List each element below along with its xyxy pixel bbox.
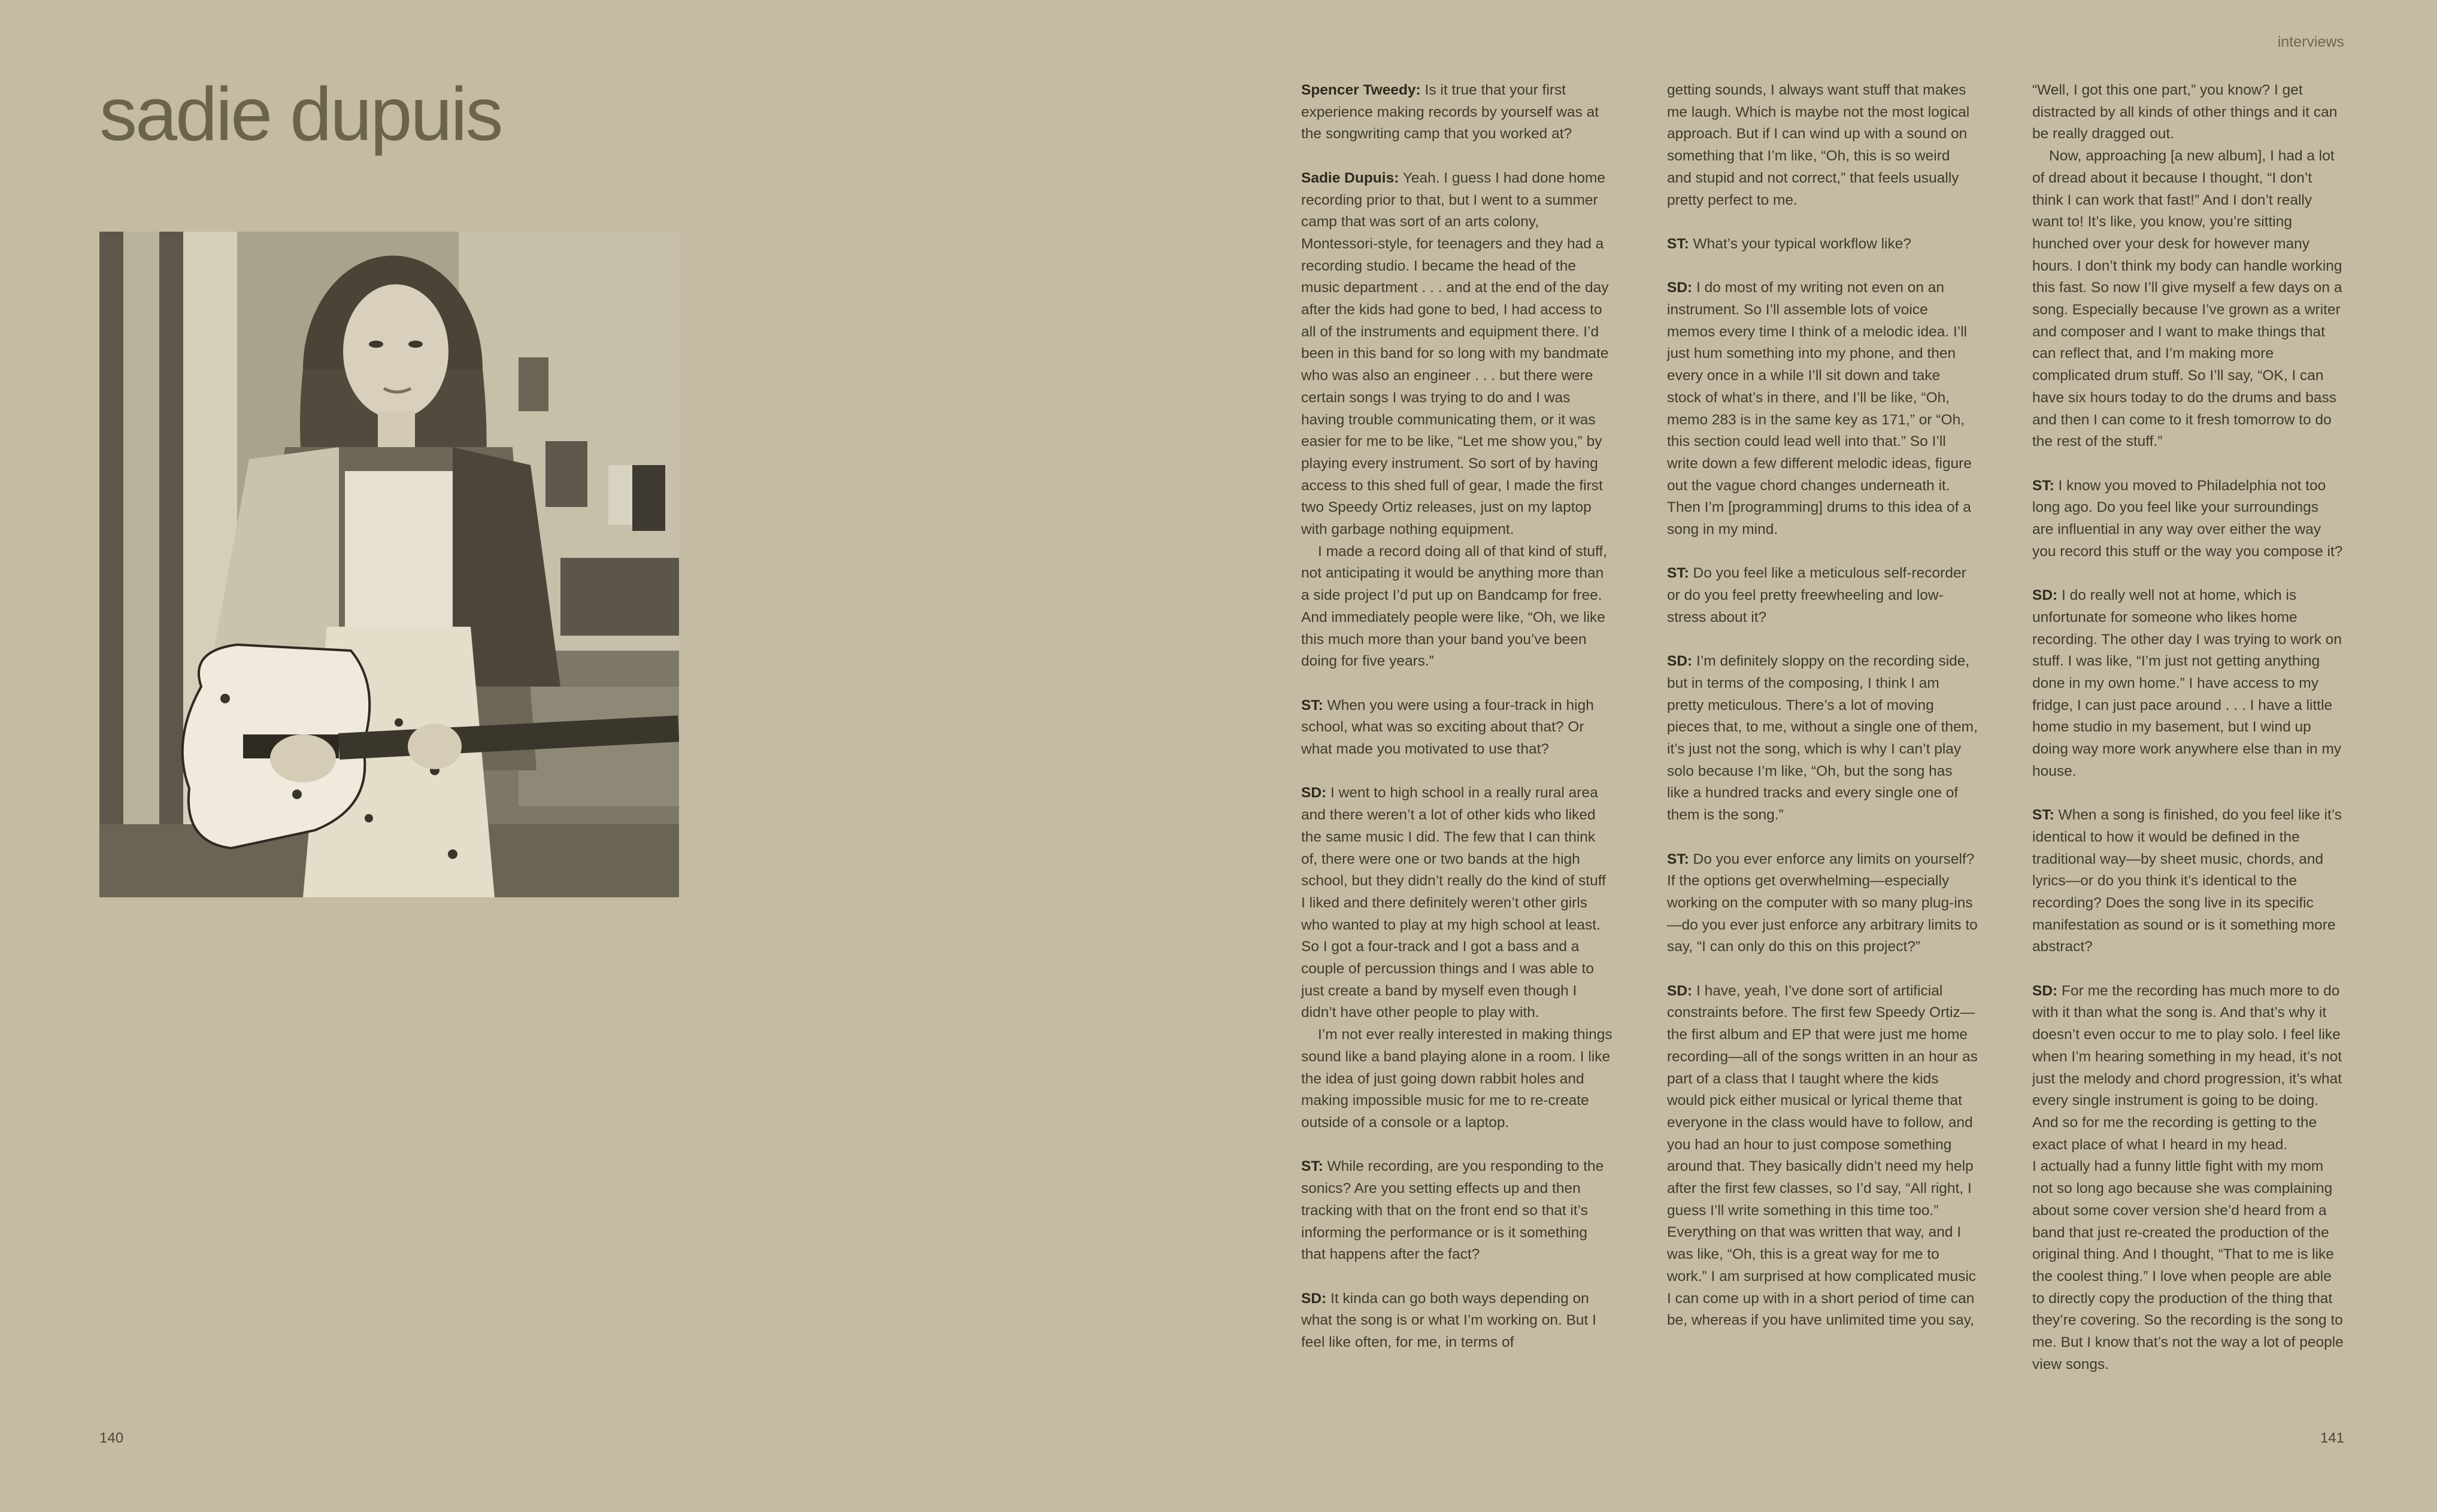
speaker-label: SD: — [1667, 982, 1693, 999]
paragraph — [1667, 980, 1978, 1332]
paragraph — [1301, 1288, 1612, 1354]
paragraph-text: While recording, are you responding to the sonics? Are you setting effects up and then tracking with that on the front end so that it’s informing the performance or is it something that happens after the fact? — [1301, 1158, 1604, 1263]
speaker-label: SD: — [1301, 1290, 1327, 1307]
paragraph — [1667, 849, 1978, 959]
paragraph-text: Is it true that your first experience making records by yourself was at the songwriting camp that you worked at? — [1301, 82, 1599, 142]
column-2 — [1667, 80, 1978, 1332]
speaker-label: SD: — [1301, 785, 1327, 801]
paragraph — [1667, 233, 1978, 256]
paragraph — [2032, 804, 2344, 958]
paragraph — [2032, 475, 2344, 563]
paragraph-text: I’m not ever really interested in making things sound like a band playing alone in a room. I like the idea of just going down rabbit holes and making impossible music for me to re-create outside of a console or a laptop. — [1301, 1027, 1612, 1131]
paragraph — [1301, 168, 1612, 541]
speaker-label: ST: — [2032, 477, 2054, 494]
paragraph-text: It kinda can go both ways depending on what the song is or what I’m working on. But I feel like often, for me, in terms of — [1301, 1290, 1596, 1350]
speaker-label: SD: — [1667, 653, 1693, 670]
paragraph — [1667, 277, 1978, 541]
paragraph-text: I actually had a funny little fight with my mom not so long ago because she was complaining about some cover version she’d heard from a band that just re-created the production of the original thing. And I thought, “That to me is like the coolest thing.” I love when people are able to directly copy the production of the thing that they’re covering. So the recording is the song to me. But I know that’s not the way a lot of people view songs. — [2032, 1158, 2344, 1373]
speaker-label: ST: — [1301, 1158, 1323, 1175]
speaker-label: ST: — [1301, 697, 1323, 714]
paragraph-text: I made a record doing all of that kind of stuff, not anticipating it would be anything more than a side project I’d put up on Bandcamp for free. And immediately people were like, “Oh, we like this much more than your band you’ve been doing for five years.” — [1301, 543, 1608, 670]
column-1 — [1301, 80, 1612, 1354]
paragraph — [1301, 1156, 1612, 1266]
paragraph — [1301, 1024, 1612, 1134]
paragraph-text: I know you moved to Philadelphia not too long ago. Do you feel like your surroundings are influential in any way over either the way you record this stuff or the way you compose it? — [2032, 477, 2343, 560]
speaker-label: ST: — [1667, 565, 1689, 582]
paragraph-text: For me the recording has much more to do with it than what the song is. And that’s why it doesn’t even occur to me to play solo. I feel like when I’m hearing something in my head, it’s not just the melody and chord progression, it’s what every single instrument is going to be doing. And so for me the recording is getting to the exact place of what I heard in my head. — [2032, 982, 2342, 1153]
paragraph — [1301, 541, 1612, 673]
paragraph — [1301, 80, 1612, 145]
section-label: interviews — [2277, 34, 2344, 50]
paragraph-text: I do most of my writing not even on an instrument. So I’ll assemble lots of voice memos every time I think of a melodic idea. I’ll just hum something into my phone, and then every once in a while I’ll sit down and take stock of what’s in there, and I’ll be like, “Oh, memo 283 is in the same key as 171,” or “Oh, this section could lead well into that.” So I’ll write down a few different melodic ideas, figure out the vague chord changes underneath it. Then I’m [programming] drums to this idea of a song in my mind. — [1667, 280, 1972, 538]
paragraph-text: I have, yeah, I’ve done sort of artificial constraints before. The first few Speedy Ortiz—the first album and EP that were just me home recording—all of the songs written in an hour as part of a class that I taught where the kids would pick either musical or lyrical theme that everyone in the class would have to follow, and you had an hour to just compose something around that. They basically didn’t need my help after the first few classes, so I’d say, “All right, I guess I’ll write something in this time too.” Everything on that was written that way, and I was like, “Oh, this is a great way for me to work.” I am surprised at how complicated music I can come up with in a short period of time can be, whereas if you have unlimited time you say, — [1667, 982, 1978, 1329]
paragraph-text: What’s your typical workflow like? — [1689, 235, 1912, 252]
speaker-label: Spencer Tweedy: — [1301, 82, 1421, 98]
page-number-left: 140 — [99, 1430, 124, 1446]
paragraph — [1667, 651, 1978, 827]
speaker-label: SD: — [2032, 982, 2058, 999]
paragraph — [2032, 1156, 2344, 1376]
paragraph — [2032, 585, 2344, 782]
paragraph — [1301, 782, 1612, 1024]
paragraph-text: When a song is finished, do you feel like it’s identical to how it would be defined in the traditional way—by sheet music, chords, and lyrics—or do you think it’s identical to the recording? Does the song live in its specific manifestation as sound or is it something more abstract? — [2032, 807, 2342, 955]
paragraph-text: I do really well not at home, which is unfortunate for someone who likes home recording. The other day I was trying to work on stuff. I was like, “I’m just not getting anything done in my own home.” I have access to my fridge, I can just pace around . . . I have a little home studio in my basement, but I wind up doing way more work anywhere else than in my house. — [2032, 587, 2342, 779]
paragraph-text: When you were using a four-track in high school, what was so exciting about that? Or what made you motivated to use that? — [1301, 697, 1594, 758]
paragraph — [2032, 145, 2344, 453]
speaker-label: ST: — [2032, 807, 2054, 824]
article-title: sadie dupuis — [99, 72, 502, 156]
speaker-label: SD: — [1667, 280, 1693, 296]
column-3 — [2032, 80, 2344, 1376]
paragraph-text: getting sounds, I always want stuff that makes me laugh. Which is maybe not the most logical approach. But if I can wind up with a sound on something that I’m like, “Oh, this is so weird and stupid and not correct,” that feels usually pretty perfect to me. — [1667, 82, 1970, 208]
paragraph — [2032, 80, 2344, 145]
speaker-label: ST: — [1667, 235, 1689, 252]
paragraph-text: Do you feel like a meticulous self-recorder or do you feel pretty freewheeling and low-stress about it? — [1667, 565, 1966, 626]
speaker-label: Sadie Dupuis: — [1301, 169, 1399, 186]
portrait-photo — [99, 232, 679, 897]
paragraph-text: Now, approaching [a new album], I had a lot of dread about it because I thought, “I don’t think I can work that fast!” And I don’t really want to! It’s like, you know, you’re sitting hunched over your desk for however many hours. I don’t think my body can handle working this fast. So now I’ll give myself a few days on a song. Especially because I’ve grown as a writer and composer and I want to make things that can reflect that, and I’m making more complicated drum stuff. So I’ll say, “OK, I can have six hours today to do the drums and bass and then I can come to it fresh tomorrow to do the rest of the stuff.” — [2032, 148, 2342, 450]
page-number-right: 141 — [2320, 1430, 2344, 1446]
paragraph — [1667, 80, 1978, 211]
paragraph — [1667, 563, 1978, 629]
paragraph-text: Do you ever enforce any limits on yourself? If the options get overwhelming—especially working on the computer with so many plug-ins—do you ever just enforce any arbitrary limits to say, “I can only do this on this project?” — [1667, 851, 1978, 955]
paragraph-text: I’m definitely sloppy on the recording side, but in terms of the composing, I think I am pretty meticulous. There’s a lot of moving pieces that, to me, without a single one of them, it’s just not the song, which is why I can’t play solo because I’m like, “Oh, but the song has like a hundred tracks and every single one of them is the song.” — [1667, 653, 1978, 824]
paragraph-text: “Well, I got this one part,” you know? I get distracted by all kinds of other things and it can be really dragged out. — [2032, 82, 2338, 142]
paragraph — [2032, 980, 2344, 1156]
paragraph-text: I went to high school in a really rural area and there weren’t a lot of other kids who liked the same music I did. The few that I can think of, there were one or two bands at the high school, but they didn’t really do the kind of stuff I liked and there definitely weren’t other girls who wanted to play at my high school at least. So I got a four-track and I got a bass and a couple of percussion things and I was able to just create a band by myself even though I didn’t have other people to play with. — [1301, 785, 1606, 1021]
paragraph — [1301, 695, 1612, 761]
paragraph-text: Yeah. I guess I had done home recording prior to that, but I went to a summer camp that was sort of an arts colony, Montessori-style, for teenagers and they had a recording studio. I became the head of the music department . . . and at the end of the day after the kids had gone to bed, I had access to all of the instruments and equipment there. I’d been in this band for so long with my bandmate who was also an engineer . . . but there were certain songs I was trying to do and I was having trouble communicating them, or it was easier for me to be like, “Let me show you,” by playing every instrument. So sort of by having access to this shed full of gear, I made the first two Speedy Ortiz releases, just on my laptop with garbage nothing equipment. — [1301, 169, 1609, 538]
speaker-label: ST: — [1667, 851, 1689, 867]
speaker-label: SD: — [2032, 587, 2058, 604]
portrait-with-guitar-icon — [99, 232, 679, 897]
